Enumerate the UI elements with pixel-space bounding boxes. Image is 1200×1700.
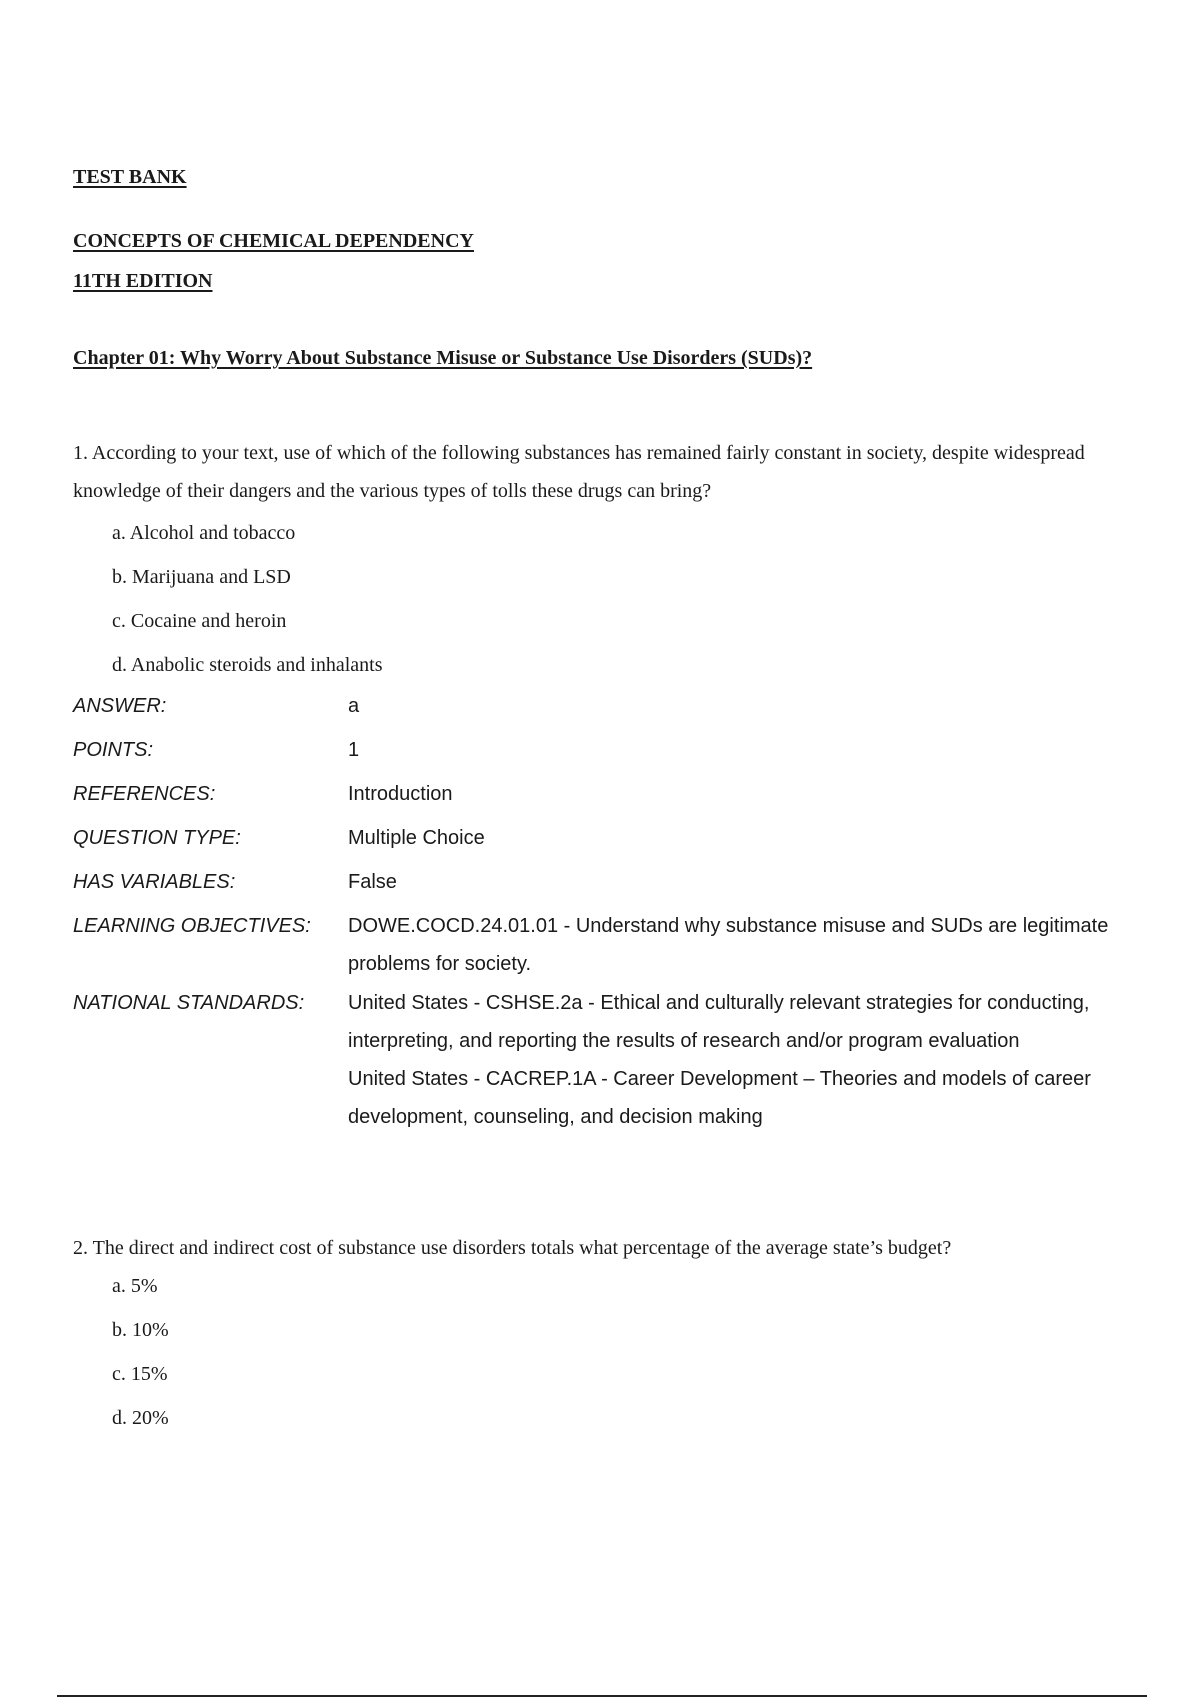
learning-objectives-value: DOWE.COCD.24.01.01 - Understand why substance misuse and SUDs are legitimate problems for society. [348, 915, 1109, 975]
points-label: POINTS: [73, 739, 154, 761]
book-title-heading: CONCEPTS OF CHEMICAL DEPENDENCY [73, 230, 474, 252]
answer-label: ANSWER: [73, 695, 167, 717]
option-a: a. Alcohol and tobacco [112, 522, 296, 544]
question-1-metadata [73, 692, 1133, 1142]
learning-objectives-label: LEARNING OBJECTIVES: [73, 915, 311, 937]
learning-objectives-row [73, 912, 1133, 983]
points-value: 1 [348, 739, 360, 761]
national-standards-label: NATIONAL STANDARDS: [73, 992, 305, 1014]
references-value: Introduction [348, 783, 453, 805]
option-c: c. 15% [112, 1363, 168, 1385]
footer-divider [57, 1695, 1147, 1697]
references-row [73, 780, 1133, 808]
national-standard-cshse: United States - CSHSE.2a - Ethical and culturally relevant strategies for conducting, interpreting, and reporting the results of research and/or program evaluation [348, 992, 1090, 1052]
option-d: d. Anabolic steroids and inhalants [112, 654, 383, 676]
chapter-heading: Chapter 01: Why Worry About Substance Misuse or Substance Use Disorders (SUDs)? [73, 347, 813, 369]
question-1-text: 1. According to your text, use of which of the following substances has remained fairly constant in society, despite widespread knowledge of their dangers and the various types of tolls these drugs can bring? [73, 442, 1085, 502]
points-row [73, 736, 1133, 764]
has-variables-row [73, 868, 1133, 896]
answer-row [73, 692, 1133, 720]
option-c: c. Cocaine and heroin [112, 610, 287, 632]
option-b: b. 10% [112, 1319, 169, 1341]
question-2-options [112, 1274, 169, 1450]
option-b: b. Marijuana and LSD [112, 566, 291, 588]
references-label: REFERENCES: [73, 783, 216, 805]
question-2-text: 2. The direct and indirect cost of substance use disorders totals what percentage of the average state’s budget? [73, 1237, 952, 1259]
test-bank-heading: TEST BANK [73, 166, 187, 188]
national-standards-row [73, 989, 1133, 1136]
question-type-value: Multiple Choice [348, 827, 485, 849]
question-1-options [112, 521, 383, 697]
question-type-label: QUESTION TYPE: [73, 827, 241, 849]
question-type-row [73, 824, 1133, 852]
edition-heading: 11TH EDITION [73, 270, 213, 292]
answer-value: a [348, 695, 360, 717]
has-variables-label: HAS VARIABLES: [73, 871, 236, 893]
national-standard-cacrep: United States - CACREP.1A - Career Development – Theories and models of career development, counseling, and decision making [348, 1068, 1091, 1128]
option-d: d. 20% [112, 1407, 169, 1429]
has-variables-value: False [348, 871, 397, 893]
national-standards-values [348, 984, 1133, 1136]
option-a: a. 5% [112, 1275, 158, 1297]
